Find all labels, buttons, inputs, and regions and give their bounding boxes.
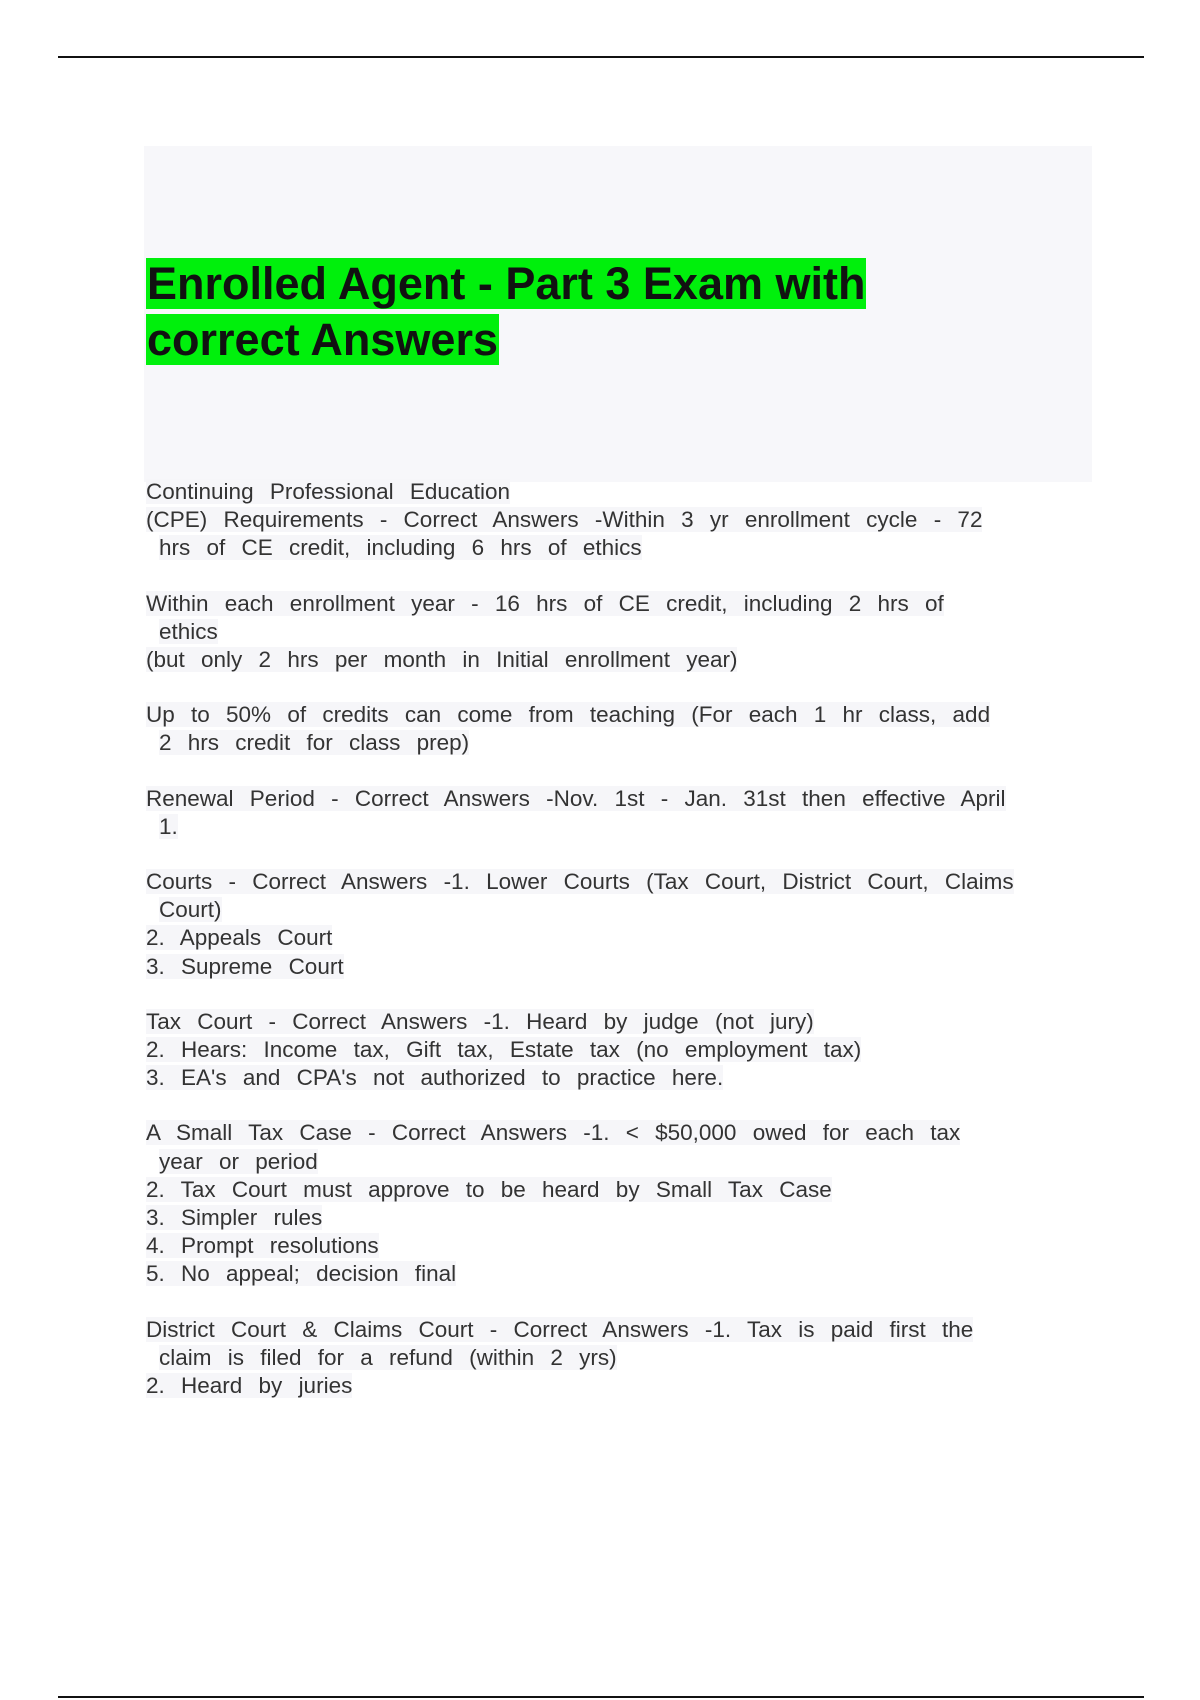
block-gap [146,841,1096,868]
text-line [146,1204,1096,1232]
text-line [146,478,1096,506]
top-rule [58,56,1144,58]
text-line-content: Continuing Professional Education [146,479,510,504]
qa-block [146,590,1096,675]
text-line-content: year or period [159,1148,318,1174]
text-line-content: 2. Appeals Court [146,925,333,951]
qa-block [146,868,1096,981]
text-line [146,1119,1096,1147]
block-gap [146,563,1096,590]
text-line-content: hrs of CE credit, including 6 hrs of ethics [159,535,642,561]
text-line-content: 2 hrs credit for class prep) [159,730,470,756]
block-gap [146,1092,1096,1119]
qa-block [146,785,1096,841]
block-gap [146,758,1096,785]
text-line [146,701,1096,729]
text-line-content: 5. No appeal; decision final [146,1261,457,1287]
block-gap [146,981,1096,1008]
text-line [146,1036,1096,1064]
text-line [146,785,1096,813]
text-line [146,618,1096,646]
text-line [146,1008,1096,1036]
text-line [146,924,1096,952]
text-line-content: Within each enrollment year - 16 hrs of CE credit, including 2 hrs of [146,590,944,616]
text-line [146,868,1096,896]
text-line [146,1064,1096,1092]
text-line [146,813,1096,841]
block-gap [146,674,1096,701]
document-title-line-2: correct Answers [147,314,498,365]
text-line [146,1316,1096,1344]
qa-block [146,478,1096,563]
text-line-content: 1. [159,813,178,839]
text-line-content: District Court & Claims Court - Correct Answers -1. Tax is paid first the [146,1316,974,1342]
text-line-content: 3. Simpler rules [146,1205,323,1231]
block-gap [146,1289,1096,1316]
document-body [146,478,1096,1400]
text-line-content: 2. Hears: Income tax, Gift tax, Estate tax (no employment tax) [146,1037,862,1063]
document-title [146,256,1046,368]
text-line [146,1260,1096,1288]
text-line [146,953,1096,981]
qa-block [146,1008,1096,1093]
text-line-content: 2. Tax Court must approve to be heard by Small Tax Case [146,1176,832,1202]
text-line-content: 4. Prompt resolutions [146,1233,379,1259]
document-title-line-1: Enrolled Agent - Part 3 Exam with [147,258,866,309]
text-line-content: 3. EA's and CPA's not authorized to practice here. [146,1065,724,1091]
text-line-content: A Small Tax Case - Correct Answers -1. < $50,000 owed for each tax [146,1120,961,1146]
text-line [146,1148,1096,1176]
text-line [146,646,1096,674]
text-line-content: Renewal Period - Correct Answers -Nov. 1st - Jan. 31st then effective April [146,785,1006,811]
text-line [146,1176,1096,1204]
text-line [146,896,1096,924]
text-line-content: 3. Supreme Court [146,953,344,979]
text-line-content: (CPE) Requirements - Correct Answers -Within 3 yr enrollment cycle - 72 [146,507,983,533]
text-line-content: (but only 2 hrs per month in Initial enrollment year) [146,647,738,673]
text-line [146,729,1096,757]
text-line-content: ethics [159,618,218,644]
text-line-content: 2. Heard by juries [146,1373,353,1399]
text-line [146,506,1096,534]
qa-block [146,1119,1096,1288]
text-line [146,1232,1096,1260]
text-line-content: claim is filed for a refund (within 2 yrs) [159,1344,617,1370]
text-line-content: Court) [159,897,222,923]
bottom-rule [58,1696,1144,1698]
qa-block [146,1316,1096,1401]
text-line [146,590,1096,618]
text-line [146,1344,1096,1372]
qa-block [146,701,1096,757]
text-line-content: Up to 50% of credits can come from teaching (For each 1 hr class, add [146,702,991,728]
text-line-content: Courts - Correct Answers -1. Lower Courts (Tax Court, District Court, Claims [146,869,1014,895]
text-line-content: Tax Court - Correct Answers -1. Heard by judge (not jury) [146,1008,814,1034]
text-line [146,1372,1096,1400]
text-line [146,534,1096,562]
